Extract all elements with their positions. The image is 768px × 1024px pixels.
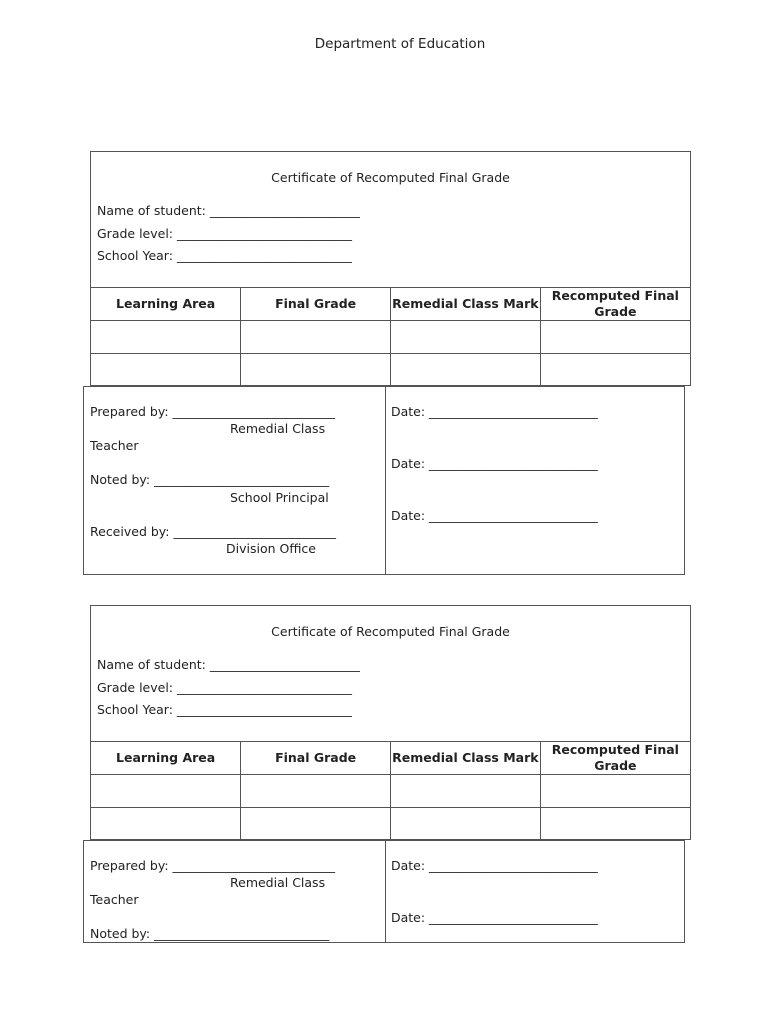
table-cell[interactable] [91, 775, 241, 808]
received-by-line: Received by: __________________________ [90, 524, 336, 539]
received-role-label: Division Office [226, 541, 316, 556]
col-recomputed-final-grade: Recomputed Final Grade [540, 288, 690, 321]
table-header-row [91, 288, 690, 321]
table-cell[interactable] [391, 321, 541, 354]
signature-box-1 [83, 386, 685, 575]
grade-table [91, 287, 690, 386]
table-row [91, 808, 690, 841]
prepared-by-line: Prepared by: __________________________ [90, 404, 336, 419]
table-cell[interactable] [91, 321, 241, 354]
table-cell[interactable] [391, 808, 541, 841]
school-year-field: School Year: ____________________________ [97, 702, 352, 717]
date-line: Date: ___________________________ [391, 910, 598, 925]
certificate-2 [90, 605, 691, 840]
table-cell[interactable] [241, 808, 391, 841]
date-line: Date: ___________________________ [391, 508, 598, 523]
noted-by-line: Noted by: ____________________________ [90, 472, 330, 487]
table-cell[interactable] [540, 808, 690, 841]
noted-role-label: School Principal [230, 490, 329, 505]
date-line: Date: ___________________________ [391, 858, 598, 873]
col-learning-area: Learning Area [91, 288, 241, 321]
table-cell[interactable] [91, 354, 241, 387]
certificate-title: Certificate of Recomputed Final Grade [271, 170, 510, 185]
student-name-field: Name of student: ________________________ [97, 657, 360, 672]
prepared-role-label: Remedial Class [230, 421, 326, 436]
table-cell[interactable] [241, 321, 391, 354]
signature-column [84, 387, 386, 574]
student-name-field: Name of student: ________________________ [97, 203, 360, 218]
table-cell[interactable] [540, 775, 690, 808]
date-line: Date: ___________________________ [391, 456, 598, 471]
col-final-grade: Final Grade [241, 288, 391, 321]
table-cell[interactable] [241, 775, 391, 808]
col-remedial-class-mark: Remedial Class Mark [391, 742, 541, 775]
date-column [385, 387, 684, 574]
prepared-role-label: Remedial Class [230, 875, 326, 890]
table-cell[interactable] [241, 354, 391, 387]
signature-box-2 [83, 840, 685, 943]
table-header-row [91, 742, 690, 775]
page-header: Department of Education [314, 36, 486, 52]
col-recomputed-final-grade: Recomputed Final Grade [540, 742, 690, 775]
certificate-title: Certificate of Recomputed Final Grade [271, 624, 510, 639]
prepared-by-line: Prepared by: __________________________ [90, 858, 336, 873]
grade-level-field: Grade level: ____________________________ [97, 225, 352, 241]
table-cell[interactable] [391, 354, 541, 387]
grade-table [91, 741, 690, 840]
school-year-field: School Year: ____________________________ [97, 248, 352, 263]
noted-by-line: Noted by: ____________________________ [90, 926, 330, 941]
col-remedial-class-mark: Remedial Class Mark [391, 288, 541, 321]
table-row [91, 321, 690, 354]
date-line: Date: ___________________________ [391, 404, 598, 419]
date-column [385, 841, 684, 942]
signature-column [84, 841, 386, 942]
table-row [91, 354, 690, 387]
col-final-grade: Final Grade [241, 742, 391, 775]
certificate-1 [90, 151, 691, 386]
prepared-role-continued: Teacher [90, 438, 139, 453]
prepared-role-continued: Teacher [90, 892, 139, 907]
table-cell[interactable] [540, 354, 690, 387]
table-cell[interactable] [540, 321, 690, 354]
table-cell[interactable] [91, 808, 241, 841]
grade-level-field: Grade level: ____________________________ [97, 679, 352, 695]
col-learning-area: Learning Area [91, 742, 241, 775]
table-row [91, 775, 690, 808]
table-cell[interactable] [391, 775, 541, 808]
